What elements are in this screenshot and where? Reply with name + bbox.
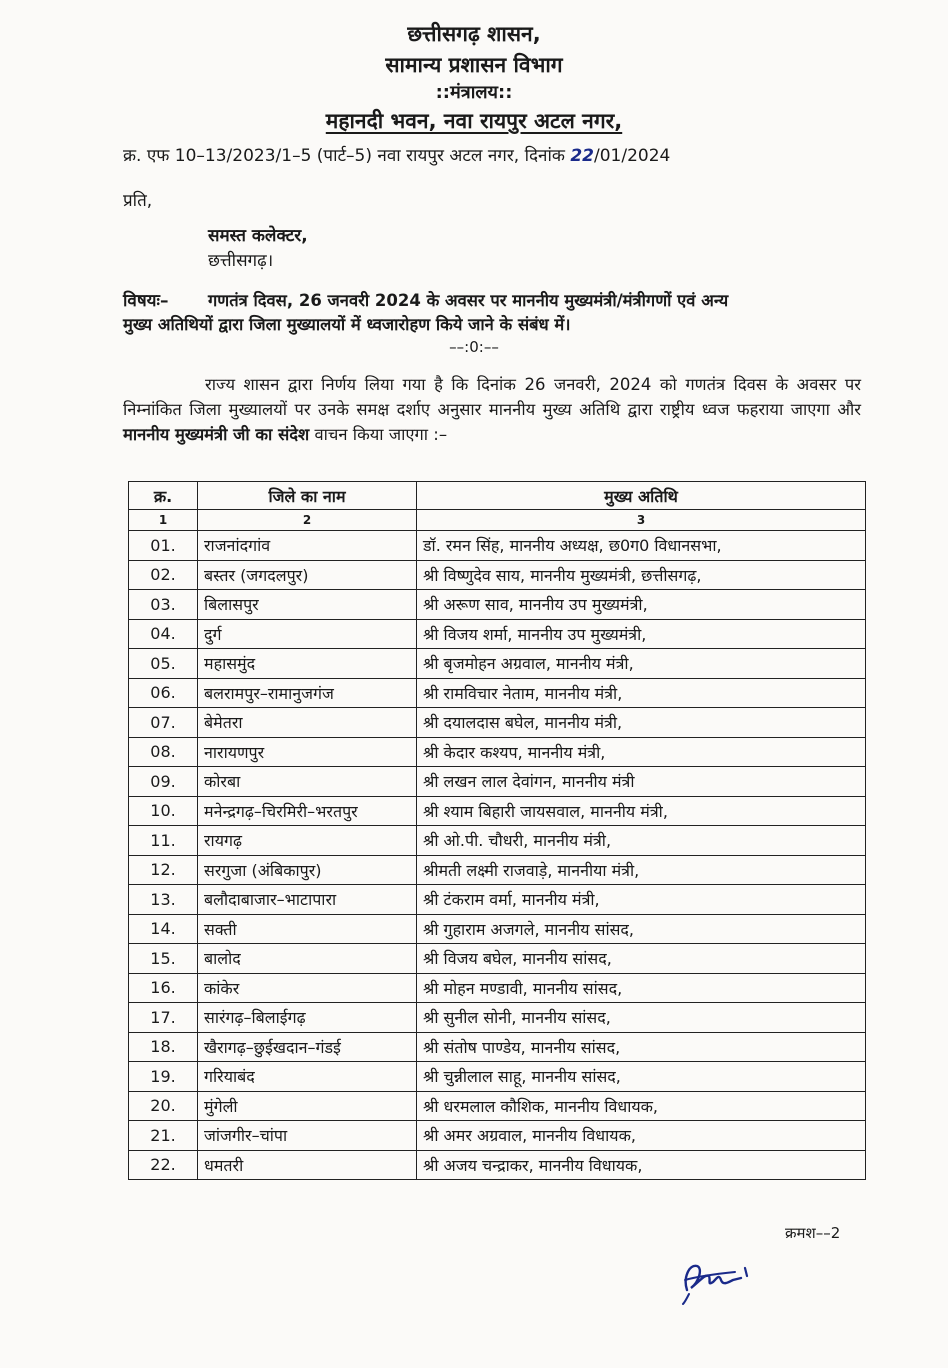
table-row xyxy=(129,914,866,944)
row-chief-guest: श्री अजय चन्द्राकर, माननीय विधायक, xyxy=(417,1150,866,1180)
body-bold: माननीय मुख्यमंत्री जी का संदेश xyxy=(123,425,310,444)
row-district: सरगुजा (अंबिकापुर) xyxy=(198,855,417,885)
to-label: प्रति, xyxy=(123,191,153,211)
row-chief-guest: श्री धरमलाल कौशिक, माननीय विधायक, xyxy=(417,1091,866,1121)
row-district: बस्तर (जगदलपुर) xyxy=(198,560,417,590)
row-district: मनेन्द्रगढ़–चिरमिरी–भरतपुर xyxy=(198,796,417,826)
table-row xyxy=(129,885,866,915)
row-chief-guest: श्री अमर अग्रवाल, माननीय विधायक, xyxy=(417,1121,866,1151)
row-serial: 07. xyxy=(129,708,198,738)
row-serial: 05. xyxy=(129,649,198,679)
signature-image xyxy=(675,1250,765,1305)
row-district: महासमुंद xyxy=(198,649,417,679)
body-paragraph xyxy=(123,372,861,447)
table-row xyxy=(129,560,866,590)
row-serial: 20. xyxy=(129,1091,198,1121)
row-serial: 18. xyxy=(129,1032,198,1062)
row-serial: 04. xyxy=(129,619,198,649)
body-part-1: राज्य शासन द्वारा निर्णय लिया गया है कि दिनांक 26 जनवरी, 2024 को गणतंत्र दिवस के अवसर पर निम्नांकित जिला मुख्यालयों पर उनके समक्ष दर्शाए अनुसार माननीय मुख्य अतिथि द्वारा राष्ट्रीय ध्वज फहराया जाएगा और xyxy=(123,375,861,419)
row-chief-guest: श्री अरूण साव, माननीय उप मुख्यमंत्री, xyxy=(417,590,866,620)
table-row xyxy=(129,531,866,561)
reference-day: 22 xyxy=(570,146,594,166)
row-chief-guest: श्री मोहन मण्डावी, माननीय सांसद, xyxy=(417,973,866,1003)
table-row xyxy=(129,619,866,649)
row-district: दुर्ग xyxy=(198,619,417,649)
table-row xyxy=(129,737,866,767)
table-column-numbers xyxy=(129,510,866,531)
row-serial: 17. xyxy=(129,1003,198,1033)
row-chief-guest: श्री केदार कश्यप, माननीय मंत्री, xyxy=(417,737,866,767)
row-chief-guest: श्री दयालदास बघेल, माननीय मंत्री, xyxy=(417,708,866,738)
table-row xyxy=(129,1091,866,1121)
row-serial: 14. xyxy=(129,914,198,944)
table-row xyxy=(129,1121,866,1151)
subject-line-2: मुख्य अतिथियों द्वारा जिला मुख्यालयों में ध्वजारोहण किये जाने के संबंध में। xyxy=(123,315,571,334)
row-chief-guest: श्री टंकराम वर्मा, माननीय मंत्री, xyxy=(417,885,866,915)
table-row xyxy=(129,1003,866,1033)
row-chief-guest: श्री संतोष पाण्डेय, माननीय सांसद, xyxy=(417,1032,866,1062)
colnum-3: 3 xyxy=(417,510,866,531)
row-serial: 12. xyxy=(129,855,198,885)
table-row xyxy=(129,649,866,679)
row-district: बलरामपुर–रामानुजगंज xyxy=(198,678,417,708)
table-row xyxy=(129,855,866,885)
row-serial: 02. xyxy=(129,560,198,590)
row-chief-guest: डॉ. रमन सिंह, माननीय अध्यक्ष, छ0ग0 विधानसभा, xyxy=(417,531,866,561)
row-serial: 01. xyxy=(129,531,198,561)
addressee-state: छत्तीसगढ़। xyxy=(208,251,274,271)
row-district: बिलासपुर xyxy=(198,590,417,620)
row-district: बालोद xyxy=(198,944,417,974)
row-district: नारायणपुर xyxy=(198,737,417,767)
row-district: गरियाबंद xyxy=(198,1062,417,1092)
colnum-1: 1 xyxy=(129,510,198,531)
department-title: सामान्य प्रशासन विभाग xyxy=(385,53,563,77)
subject-line-1: गणतंत्र दिवस, 26 जनवरी 2024 के अवसर पर माननीय मुख्यमंत्री/मंत्रीगणों एवं अन्य xyxy=(208,291,729,310)
table-row xyxy=(129,1032,866,1062)
continuation-note: क्रमश––2 xyxy=(785,1224,841,1242)
row-serial: 11. xyxy=(129,826,198,856)
subject-label: विषयः– xyxy=(123,291,169,311)
row-serial: 16. xyxy=(129,973,198,1003)
ministry-label: ::मंत्रालय:: xyxy=(435,82,513,103)
row-district: बलौदाबाजार–भाटापारा xyxy=(198,885,417,915)
row-chief-guest: श्री विष्णुदेव साय, माननीय मुख्यमंत्री, छत्तीसगढ़, xyxy=(417,560,866,590)
row-district: कांकेर xyxy=(198,973,417,1003)
addressee: समस्त कलेक्टर, xyxy=(208,226,308,246)
row-chief-guest: श्री गुहाराम अजगले, माननीय सांसद, xyxy=(417,914,866,944)
row-serial: 06. xyxy=(129,678,198,708)
table-row xyxy=(129,796,866,826)
row-serial: 03. xyxy=(129,590,198,620)
row-district: कोरबा xyxy=(198,767,417,797)
row-serial: 09. xyxy=(129,767,198,797)
row-district: रायगढ़ xyxy=(198,826,417,856)
row-chief-guest: श्री विजय बघेल, माननीय सांसद, xyxy=(417,944,866,974)
row-district: जांजगीर–चांपा xyxy=(198,1121,417,1151)
header-district: जिले का नाम xyxy=(198,482,417,510)
reference-line xyxy=(123,143,670,166)
address-line: महानदी भवन, नवा रायपुर अटल नगर, xyxy=(325,109,623,133)
row-district: धमतरी xyxy=(198,1150,417,1180)
body-part-2: वाचन किया जाएगा :– xyxy=(309,425,448,444)
table-row xyxy=(129,826,866,856)
row-district: सक्ती xyxy=(198,914,417,944)
table-row xyxy=(129,1062,866,1092)
table-row xyxy=(129,973,866,1003)
row-serial: 21. xyxy=(129,1121,198,1151)
row-chief-guest: श्री श्याम बिहारी जायसवाल, माननीय मंत्री, xyxy=(417,796,866,826)
row-district: मुंगेली xyxy=(198,1091,417,1121)
table-row xyxy=(129,1150,866,1180)
colnum-2: 2 xyxy=(198,510,417,531)
table-row xyxy=(129,708,866,738)
row-serial: 13. xyxy=(129,885,198,915)
table-row xyxy=(129,944,866,974)
table-row xyxy=(129,767,866,797)
reference-date-rest: /01/2024 xyxy=(593,146,671,166)
header-serial: क्र. xyxy=(129,482,198,510)
row-chief-guest: श्री बृजमोहन अग्रवाल, माननीय मंत्री, xyxy=(417,649,866,679)
row-chief-guest: श्री सुनील सोनी, माननीय सांसद, xyxy=(417,1003,866,1033)
row-chief-guest: श्री रामविचार नेताम, माननीय मंत्री, xyxy=(417,678,866,708)
row-chief-guest: श्री विजय शर्मा, माननीय उप मुख्यमंत्री, xyxy=(417,619,866,649)
table-row xyxy=(129,590,866,620)
district-guest-table xyxy=(128,481,866,1180)
row-serial: 15. xyxy=(129,944,198,974)
row-serial: 10. xyxy=(129,796,198,826)
row-serial: 22. xyxy=(129,1150,198,1180)
row-chief-guest: श्रीमती लक्ष्मी राजवाड़े, माननीया मंत्री, xyxy=(417,855,866,885)
row-chief-guest: श्री ओ.पी. चौधरी, माननीय मंत्री, xyxy=(417,826,866,856)
separator: ––:0:–– xyxy=(449,338,499,356)
govt-title: छत्तीसगढ़ शासन, xyxy=(407,22,541,46)
row-district: खैरागढ़–छुईखदान–गंडई xyxy=(198,1032,417,1062)
row-district: सारंगढ़–बिलाईगढ़ xyxy=(198,1003,417,1033)
header-chief-guest: मुख्य अतिथि xyxy=(417,482,866,510)
row-serial: 08. xyxy=(129,737,198,767)
row-chief-guest: श्री चुन्नीलाल साहू, माननीय सांसद, xyxy=(417,1062,866,1092)
table-row xyxy=(129,678,866,708)
reference-text: क्र. एफ 10–13/2023/1–5 (पार्ट–5) नवा रायपुर अटल नगर, दिनांक xyxy=(123,146,571,166)
row-district: राजनांदगांव xyxy=(198,531,417,561)
row-chief-guest: श्री लखन लाल देवांगन, माननीय मंत्री xyxy=(417,767,866,797)
row-serial: 19. xyxy=(129,1062,198,1092)
table-header-row xyxy=(129,482,866,510)
row-district: बेमेतरा xyxy=(198,708,417,738)
